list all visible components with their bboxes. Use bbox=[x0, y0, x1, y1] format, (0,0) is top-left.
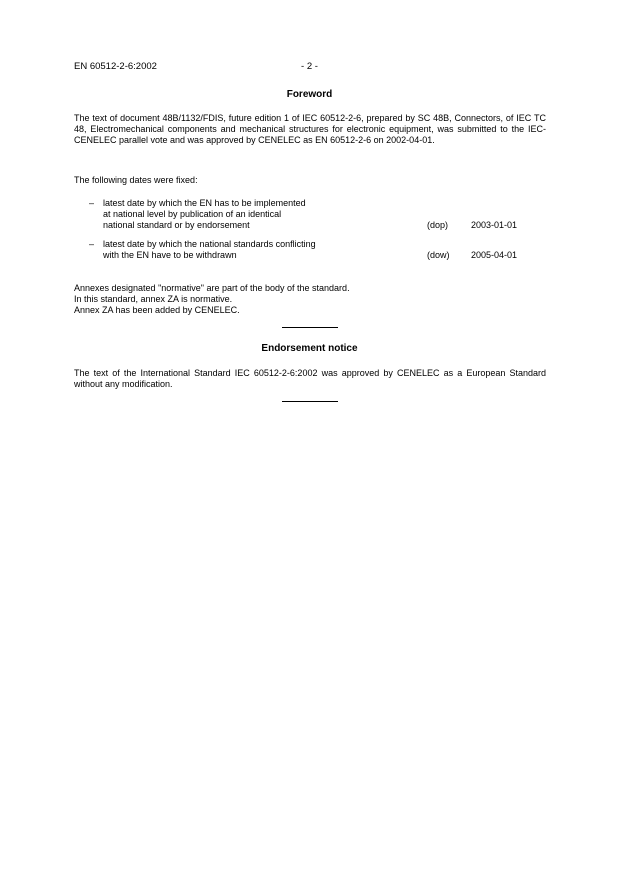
date-item-text bbox=[103, 239, 403, 261]
date-item-line: at national level by publication of an identical bbox=[103, 209, 282, 219]
date-item-line: latest date by which the national standards conflicting bbox=[103, 239, 316, 249]
section-divider bbox=[282, 401, 338, 402]
date-code: (dop) bbox=[427, 220, 449, 230]
date-item-dow bbox=[74, 239, 546, 261]
annex-line: Annexes designated "normative" are part of the body of the standard. bbox=[74, 283, 350, 293]
foreword-heading: Foreword bbox=[286, 89, 333, 100]
date-item-line: with the EN have to be withdrawn bbox=[103, 250, 237, 260]
annex-line: In this standard, annex ZA is normative. bbox=[74, 294, 233, 304]
list-dash: – bbox=[89, 198, 95, 208]
section-divider bbox=[282, 327, 338, 328]
page-number: - 2 - bbox=[301, 61, 318, 72]
document-id: EN 60512-2-6:2002 bbox=[74, 61, 157, 72]
foreword-paragraph: The text of document 48B/1132/FDIS, future edition 1 of IEC 60512-2-6, prepared by SC 48B, Connectors, of IEC TC 48, Electromechanical components and mechanical structures for electronic equipment, was submitted to the IEC-CENELEC parallel vote and was approved by CENELEC as EN 60512-2-6 on 2002-04-01. bbox=[74, 113, 546, 145]
date-value: 2005-04-01 bbox=[471, 250, 518, 260]
date-value: 2003-01-01 bbox=[471, 220, 518, 230]
dates-intro: The following dates were fixed: bbox=[74, 175, 198, 185]
list-dash: – bbox=[89, 239, 95, 249]
endorsement-paragraph: The text of the International Standard IEC 60512-2-6:2002 was approved by CENELEC as a European Standard without any modification. bbox=[74, 368, 546, 389]
date-item-text bbox=[103, 198, 403, 231]
annex-line: Annex ZA has been added by CENELEC. bbox=[74, 305, 240, 315]
dates-list bbox=[74, 198, 546, 269]
date-item-line: national standard or by endorsement bbox=[103, 220, 250, 230]
date-item-line: latest date by which the EN has to be implemented bbox=[103, 198, 306, 208]
date-item-dop bbox=[74, 198, 546, 231]
date-code: (dow) bbox=[427, 250, 450, 260]
annex-note bbox=[74, 283, 474, 316]
endorsement-heading: Endorsement notice bbox=[261, 343, 358, 354]
